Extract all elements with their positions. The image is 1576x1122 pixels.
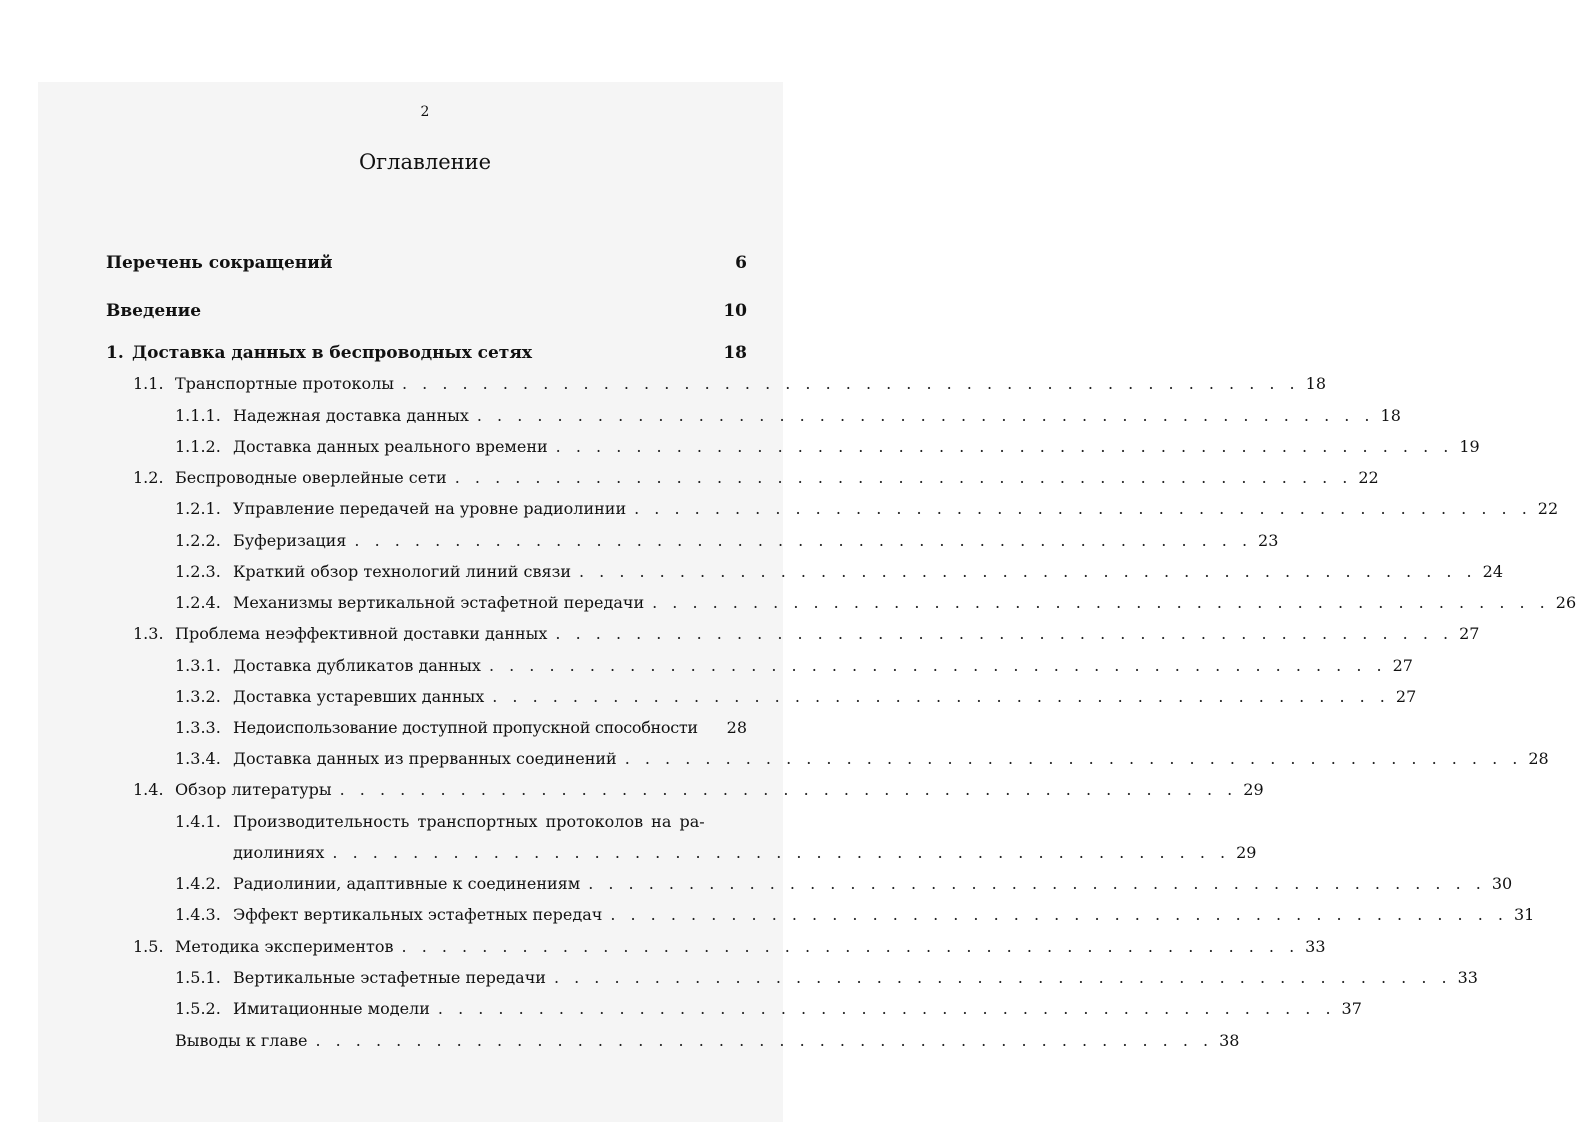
- toc-entry-label: Беспроводные оверлейные сети: [175, 468, 447, 487]
- leader-dots: . . . . . . . . . . . . . . . . . . . . . . . . . . . . . . . . . . . . . . . . . . . . .: [492, 687, 1390, 706]
- leader-dots: . . . . . . . . . . . . . . . . . . . . . . . . . . . . . . . . . . . . . . . . . . . . .: [624, 749, 1523, 768]
- toc-entry-subsection[interactable]: [175, 905, 1535, 924]
- toc-entry-number: 1.5.1.: [175, 968, 221, 987]
- toc-entry-section[interactable]: [133, 780, 1264, 799]
- toc-entry-label: Проблема неэффективной доставки данных: [175, 624, 548, 643]
- leader-dots: . . . . . . . . . . . . . . . . . . . . . . . . . . . . . . . . . . . . . . . . . . . . .: [634, 499, 1532, 518]
- toc-entry-subsection[interactable]: [175, 593, 1576, 612]
- toc-entry-subsection[interactable]: [175, 999, 1362, 1018]
- toc-entry-subsection[interactable]: [175, 968, 1478, 987]
- toc-entry-subsection[interactable]: [175, 749, 1549, 768]
- toc-entry-label: Доставка данных из прерванных соединений: [233, 749, 617, 768]
- leader-dots: . . . . . . . . . . . . . . . . . . . . . . . . . . . . . . . . . . . . . . . . . . . . .: [437, 999, 1336, 1018]
- toc-entry-label: Радиолинии, адаптивные к соединениям: [233, 874, 581, 893]
- page-number: 2: [420, 104, 430, 120]
- toc-entry-page: 29: [1236, 843, 1257, 862]
- toc-entry-subsection[interactable]: [175, 562, 1503, 581]
- toc-entry-subsection[interactable]: [175, 406, 1401, 425]
- toc-entry-page: 28: [1528, 749, 1549, 768]
- toc-entry-label: Доставка устаревших данных: [233, 687, 485, 706]
- toc-entry-subsection[interactable]: [175, 499, 1559, 518]
- toc-entry-number: 1.1.: [133, 374, 164, 393]
- toc-entry-page: 37: [1341, 999, 1362, 1018]
- toc-entry-number: 1.2.2.: [175, 531, 221, 550]
- toc-entry-page: 27: [1459, 624, 1480, 643]
- toc-entry-label: Введение: [106, 301, 202, 321]
- toc-entry-number: 1.: [106, 343, 124, 363]
- toc-entry-page: 26: [1555, 593, 1576, 612]
- toc-entry-page: 31: [1513, 905, 1535, 924]
- toc-entry-page: 22: [1358, 468, 1379, 487]
- toc-entry-chapter-1[interactable]: [106, 343, 747, 363]
- toc-entry-page: 18: [1305, 374, 1326, 393]
- toc-entry-label: Доставка дубликатов данных: [233, 656, 481, 675]
- toc-entry-page: 27: [1395, 687, 1417, 706]
- toc-entry-number: 1.2.1.: [175, 499, 221, 518]
- toc-entry-label: Имитационные модели: [233, 999, 430, 1018]
- toc-entry-subsection[interactable]: [175, 874, 1513, 893]
- toc-entry-label: Управление передачей на уровне радиолинии: [233, 499, 627, 518]
- toc-entry-label: диолиниях: [233, 843, 325, 862]
- toc-entry-page: 30: [1491, 874, 1513, 893]
- toc-entry-page: 27: [1392, 656, 1413, 675]
- toc-entry-number: 1.5.2.: [175, 999, 221, 1018]
- toc-entry-page: 6: [735, 253, 747, 273]
- leader-dots: . . . . . . . . . . . . . . . . . . . . . . . . . . . . . . . . . . . . . . . . . . . . .: [555, 437, 1454, 456]
- toc-entry-label: Буферизация: [233, 531, 347, 550]
- toc-entry-label: Транспортные протоколы: [175, 374, 394, 393]
- leader-dots: . . . . . . . . . . . . . . . . . . . . . . . . . . . . . . . . . . . . . . . . . . . . .: [610, 905, 1508, 924]
- toc-entry-introduction[interactable]: [106, 301, 747, 321]
- toc-entry-label: Эффект вертикальных эстафетных передач: [233, 905, 603, 924]
- toc-entry-page: 18: [1380, 406, 1401, 425]
- toc-entry-number: 1.4.2.: [175, 874, 221, 893]
- leader-dots: . . . . . . . . . . . . . . . . . . . . . . . . . . . . . . . . . . . . . . . . . . . . .: [339, 780, 1238, 799]
- leader-dots: . . . . . . . . . . . . . . . . . . . . . . . . . . . . . . . . . . . . . . . . . . . . .: [578, 562, 1477, 581]
- toc-entry-label: Обзор литературы: [175, 780, 332, 799]
- toc-entry-subsection[interactable]: [175, 656, 1413, 675]
- leader-dots: . . . . . . . . . . . . . . . . . . . . . . . . . . . . . . . . . . . . . . . . . . . . .: [401, 937, 1300, 956]
- leader-dots: . . . . . . . . . . . . . . . . . . . . . . . . . . . . . . . . . . . . . . . . . . . . .: [553, 968, 1452, 987]
- toc-entry-subsection[interactable]: [175, 812, 747, 831]
- toc-entry-label: Производительность транспортных протоколов на ра-: [233, 812, 705, 831]
- toc-entry-page: 19: [1459, 437, 1480, 456]
- toc-entry-label: Перечень сокращений: [106, 253, 333, 273]
- leader-dots: . . . . . . . . . . . . . . . . . . . . . . . . . . . . . . . . . . . . . . . . . . . . .: [588, 874, 1486, 893]
- toc-entry-section[interactable]: [133, 374, 1326, 393]
- toc-entry-page: 29: [1243, 780, 1264, 799]
- toc-entry-number: 1.1.1.: [175, 406, 221, 425]
- toc-entry-page: 22: [1537, 499, 1559, 518]
- toc-entry-number: 1.3.: [133, 624, 164, 643]
- toc-entry-number: 1.2.3.: [175, 562, 221, 581]
- toc-entry-abbreviations[interactable]: [106, 253, 747, 273]
- leader-dots: . . . . . . . . . . . . . . . . . . . . . . . . . . . . . . . . . . . . . . . . . . . . .: [652, 593, 1550, 612]
- toc-entry-section[interactable]: [133, 937, 1326, 956]
- leader-dots: . . . . . . . . . . . . . . . . . . . . . . . . . . . . . . . . . . . . . . . . . . . . .: [354, 531, 1253, 550]
- toc-entry-label: Доставка данных в беспроводных сетях: [132, 343, 533, 363]
- toc-title: Оглавление: [358, 150, 492, 174]
- toc-entry-number: 1.4.: [133, 780, 164, 799]
- toc-entry-continuation[interactable]: [233, 843, 1257, 862]
- toc-entry-page: 33: [1457, 968, 1478, 987]
- toc-entry-page: 10: [723, 301, 747, 321]
- leader-dots: . . . . . . . . . . . . . . . . . . . . . . . . . . . . . . . . . . . . . . . . . . . . .: [488, 656, 1387, 675]
- toc-entry-number: 1.1.2.: [175, 437, 221, 456]
- toc-entry-page: 33: [1305, 937, 1326, 956]
- leader-dots: . . . . . . . . . . . . . . . . . . . . . . . . . . . . . . . . . . . . . . . . . . . . .: [401, 374, 1300, 393]
- toc-entry-label: Вертикальные эстафетные передачи: [233, 968, 546, 987]
- toc-entry-number: 1.5.: [133, 937, 164, 956]
- toc-entry-label: Выводы к главе: [175, 1031, 308, 1050]
- leader-dots: . . . . . . . . . . . . . . . . . . . . . . . . . . . . . . . . . . . . . . . . . . . . .: [332, 843, 1231, 862]
- toc-entry-page: 23: [1258, 531, 1279, 550]
- toc-entry-section[interactable]: [133, 624, 1480, 643]
- toc-entry-label: Доставка данных реального времени: [233, 437, 548, 456]
- toc-entry-page: 24: [1482, 562, 1503, 581]
- toc-entry-page: 28: [726, 718, 747, 737]
- toc-entry-number: 1.4.1.: [175, 812, 221, 831]
- toc-entry-subsection[interactable]: [175, 437, 1480, 456]
- toc-entry-number: 1.2.4.: [175, 593, 221, 612]
- toc-entry-number: 1.3.2.: [175, 687, 221, 706]
- leader-dots: . . . . . . . . . . . . . . . . . . . . . . . . . . . . . . . . . . . . . . . . . . . . .: [454, 468, 1353, 487]
- toc-entry-label: Механизмы вертикальной эстафетной передачи: [233, 593, 645, 612]
- toc-entry-page: 18: [723, 343, 747, 363]
- leader-dots: . . . . . . . . . . . . . . . . . . . . . . . . . . . . . . . . . . . . . . . . . . . . .: [555, 624, 1454, 643]
- toc-entry-page: 38: [1219, 1031, 1240, 1050]
- toc-entry-label: Методика экспериментов: [175, 937, 394, 956]
- leader-dots: . . . . . . . . . . . . . . . . . . . . . . . . . . . . . . . . . . . . . . . . . . . . .: [476, 406, 1375, 425]
- toc-entry-label: Краткий обзор технологий линий связи: [233, 562, 571, 581]
- toc-entry-number: 1.3.4.: [175, 749, 221, 768]
- toc-entry-number: 1.3.1.: [175, 656, 221, 675]
- toc-entry-subsection[interactable]: [175, 531, 1279, 550]
- toc-entry-subsection[interactable]: [175, 718, 747, 737]
- leader-dots: . . . . . . . . . . . . . . . . . . . . . . . . . . . . . . . . . . . . . . . . . . . . .: [315, 1031, 1214, 1050]
- toc-entry-number: 1.3.3.: [175, 718, 221, 737]
- toc-entry-conclusions[interactable]: [175, 1031, 1240, 1050]
- toc-entry-section[interactable]: [133, 468, 1379, 487]
- toc-entry-number: 1.4.3.: [175, 905, 221, 924]
- toc-entry-label: Надежная доставка данных: [233, 406, 469, 425]
- toc-entry-label: Недоиспользование доступной пропускной способности: [233, 718, 698, 737]
- toc-entry-subsection[interactable]: [175, 687, 1417, 706]
- toc-entry-number: 1.2.: [133, 468, 164, 487]
